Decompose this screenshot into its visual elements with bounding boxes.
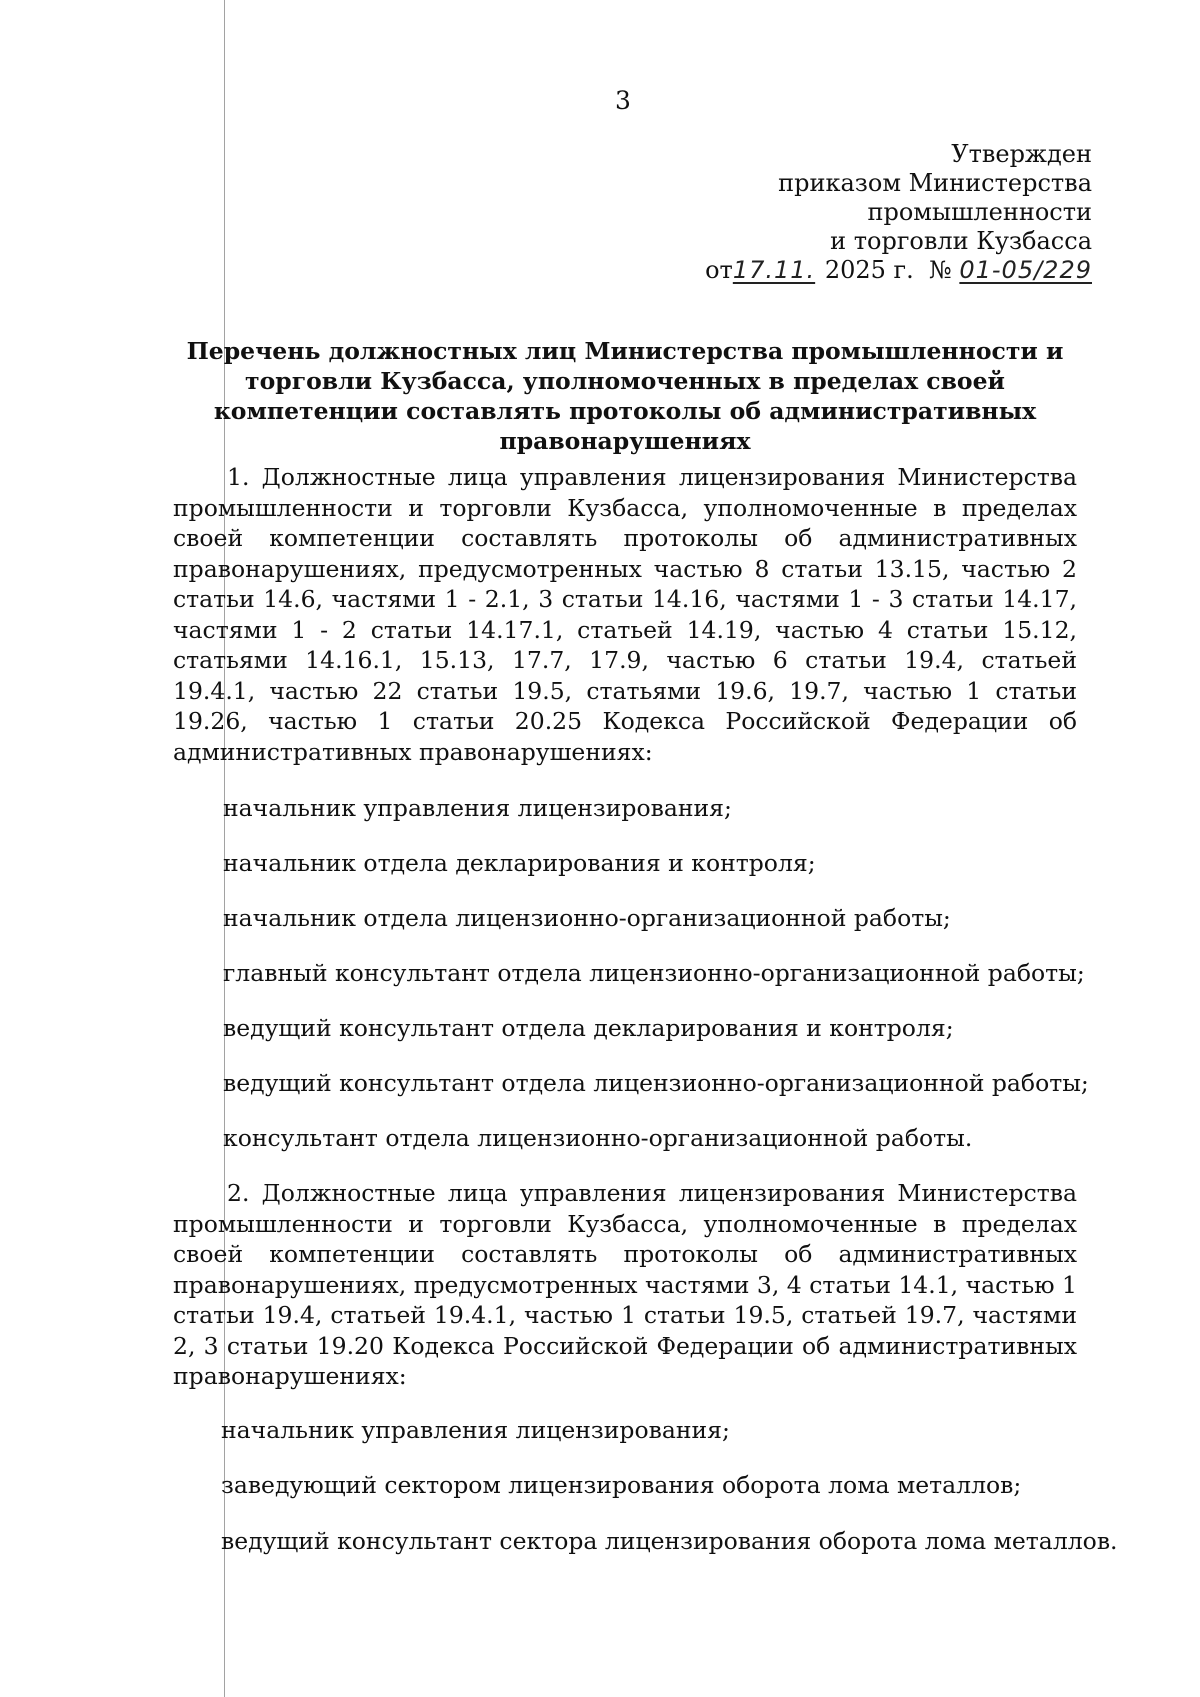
list-item: начальник управления лицензирования; (221, 1415, 730, 1444)
approval-block (705, 140, 1092, 285)
date-prefix: от (705, 256, 733, 284)
page-number: 3 (615, 86, 631, 115)
approval-line-2: приказом Министерства (778, 169, 1092, 197)
list-item: консультант отдела лицензионно-организационной работы. (223, 1124, 973, 1152)
approval-date-line (705, 256, 1092, 285)
handwritten-date: 17.11. (732, 256, 816, 284)
section-2-officials-list (173, 1415, 1118, 1557)
document-body (173, 462, 1118, 1581)
list-item: начальник отдела декларирования и контроля; (223, 849, 816, 877)
approval-line-4: и торговли Кузбасса (830, 227, 1092, 255)
list-item: заведующий сектором лицензирования оборота лома металлов; (221, 1471, 1022, 1499)
list-item: начальник отдела лицензионно-организационной работы; (223, 904, 951, 932)
list-item: начальник управления лицензирования; (223, 794, 732, 822)
list-item: главный консультант отдела лицензионно-организационной работы; (223, 959, 1085, 987)
document-title: Перечень должностных лиц Министерства промышленности и торговли Кузбасса, уполномоченных в пределах своей компетенции составлять протоколы об административных правонарушениях (186, 337, 1064, 455)
section-1-paragraph: 1. Должностные лица управления лицензирования Министерства промышленности и торговли Кузбасса, уполномоченные в пределах своей компетенции составлять протоколы об административных правонарушениях, предусмотренных частью 8 статьи 13.15, частью 2 статьи 14.6, частями 1 - 2.1, 3 статьи 14.16, частями 1 - 3 статьи 14.17, частями 1 - 2 статьи 14.17.1, статьей 14.19, частью 4 статьи 15.12, статьями 14.16.1, 15.13, 17.7, 17.9, частью 6 статьи 19.4, статьей 19.4.1, частью 22 статьи 19.5, статьями 19.6, 19.7, частью 1 статьи 19.26, частью 1 статьи 20.25 Кодекса Российской Федерации об административных правонарушениях: (173, 463, 1077, 766)
list-item: ведущий консультант сектора лицензирования оборота лома металлов. (221, 1526, 1118, 1555)
approval-line-1: Утвержден (951, 140, 1092, 168)
approval-year: 2025 г. (824, 256, 914, 284)
section-1-officials-list (173, 793, 1089, 1154)
list-item: ведущий консультант отдела лицензионно-организационной работы; (223, 1069, 1089, 1097)
handwritten-order-number: 01-05/229 (959, 256, 1092, 284)
number-prefix: № (929, 256, 952, 284)
list-item: ведущий консультант отдела декларирования и контроля; (223, 1014, 954, 1042)
approval-line-3: промышленности (867, 198, 1092, 226)
section-2-paragraph: 2. Должностные лица управления лицензирования Министерства промышленности и торговли Кузбасса, уполномоченные в пределах своей компетенции составлять протоколы об административных правонарушениях, предусмотренных частями 3, 4 статьи 14.1, частью 1 статьи 19.4, статьей 19.4.1, частью 1 статьи 19.5, статьей 19.7, частями 2, 3 статьи 19.20 Кодекса Российской Федерации об административных правонарушениях: (173, 1179, 1077, 1390)
